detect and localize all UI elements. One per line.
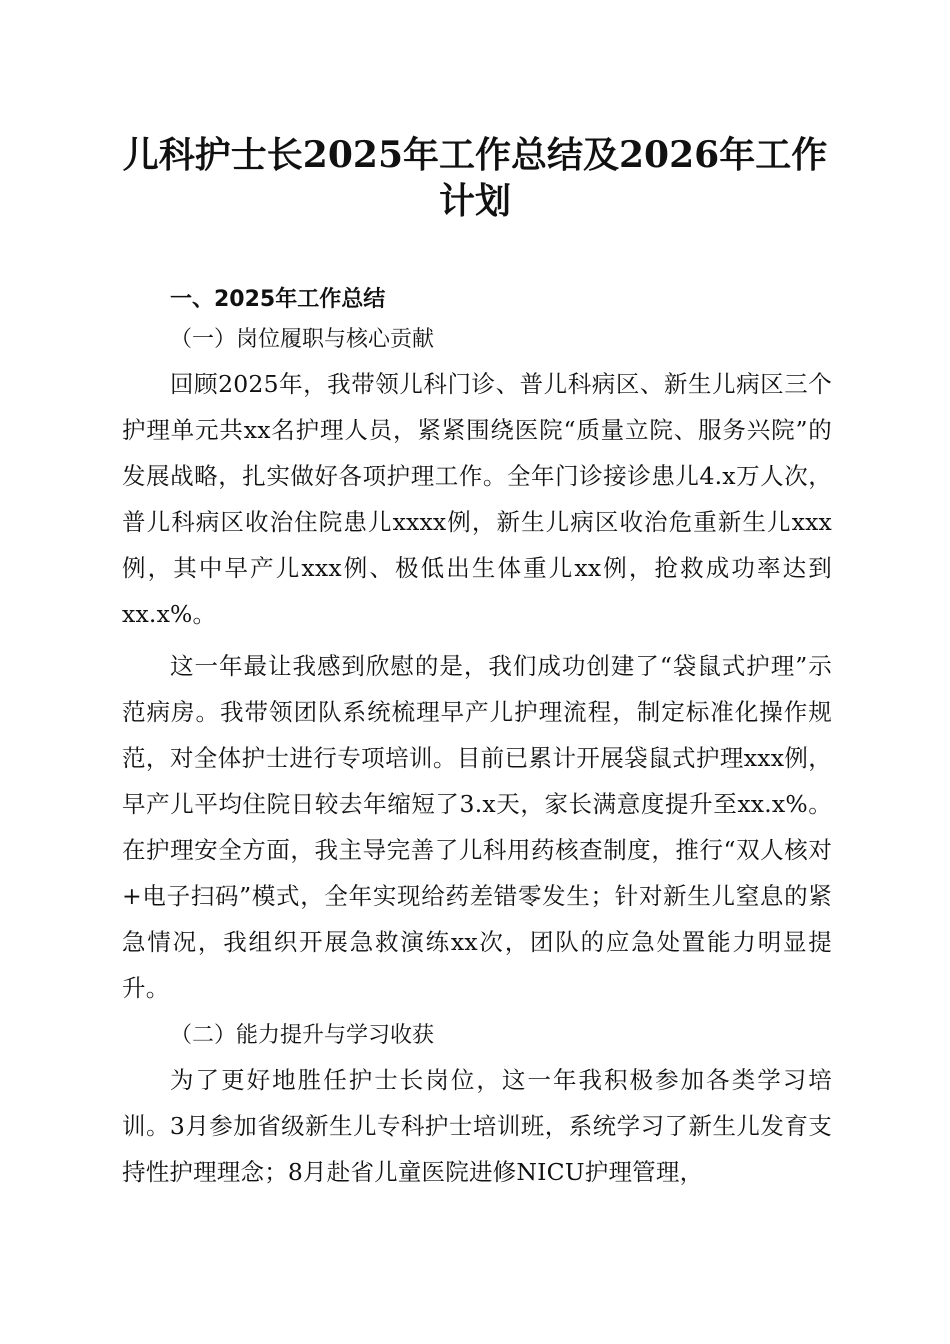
subsection-heading: （二）能力提升与学习收获	[170, 1023, 435, 1048]
document-body	[122, 285, 832, 1195]
paragraph: 回顾2025年，我带领儿科门诊、普儿科病区、新生儿病区三个护理单元共xx名护理人员，紧紧围绕医院“质量立院、服务兴院”的发展战略，扎实做好各项护理工作。全年门诊接诊患儿4.x万人次，普儿科病区收治住院患儿xxxx例，新生儿病区收治危重新生儿xxx例，其中早产儿xxx例、极低出生体重儿xx例，抢救成功率达到xx.x%。	[122, 370, 832, 628]
paragraph: 这一年最让我感到欣慰的是，我们成功创建了“袋鼠式护理”示范病房。我带领团队系统梳理早产儿护理流程，制定标准化操作规范，对全体护士进行专项培训。目前已累计开展袋鼠式护理xxx例，早产儿平均住院日较去年缩短了3.x天，家长满意度提升至xx.x%。在护理安全方面，我主导完善了儿科用药核查制度，推行“双人核对+电子扫码”模式，全年实现给药差错零发生；针对新生儿窒息的紧急情况，我组织开展急救演练xx次，团队的应急处置能力明显提升。	[122, 652, 832, 1002]
paragraph: 为了更好地胜任护士长岗位，这一年我积极参加各类学习培训。3月参加省级新生儿专科护士培训班，系统学习了新生儿发育支持性护理理念；8月赴省儿童医院进修NICU护理管理，	[122, 1066, 832, 1186]
section-heading: 一、2025年工作总结	[170, 287, 386, 312]
document-title: 儿科护士长2025年工作总结及2026年工作计划	[122, 134, 828, 222]
subsection-heading: （一）岗位履职与核心贡献	[170, 327, 435, 352]
